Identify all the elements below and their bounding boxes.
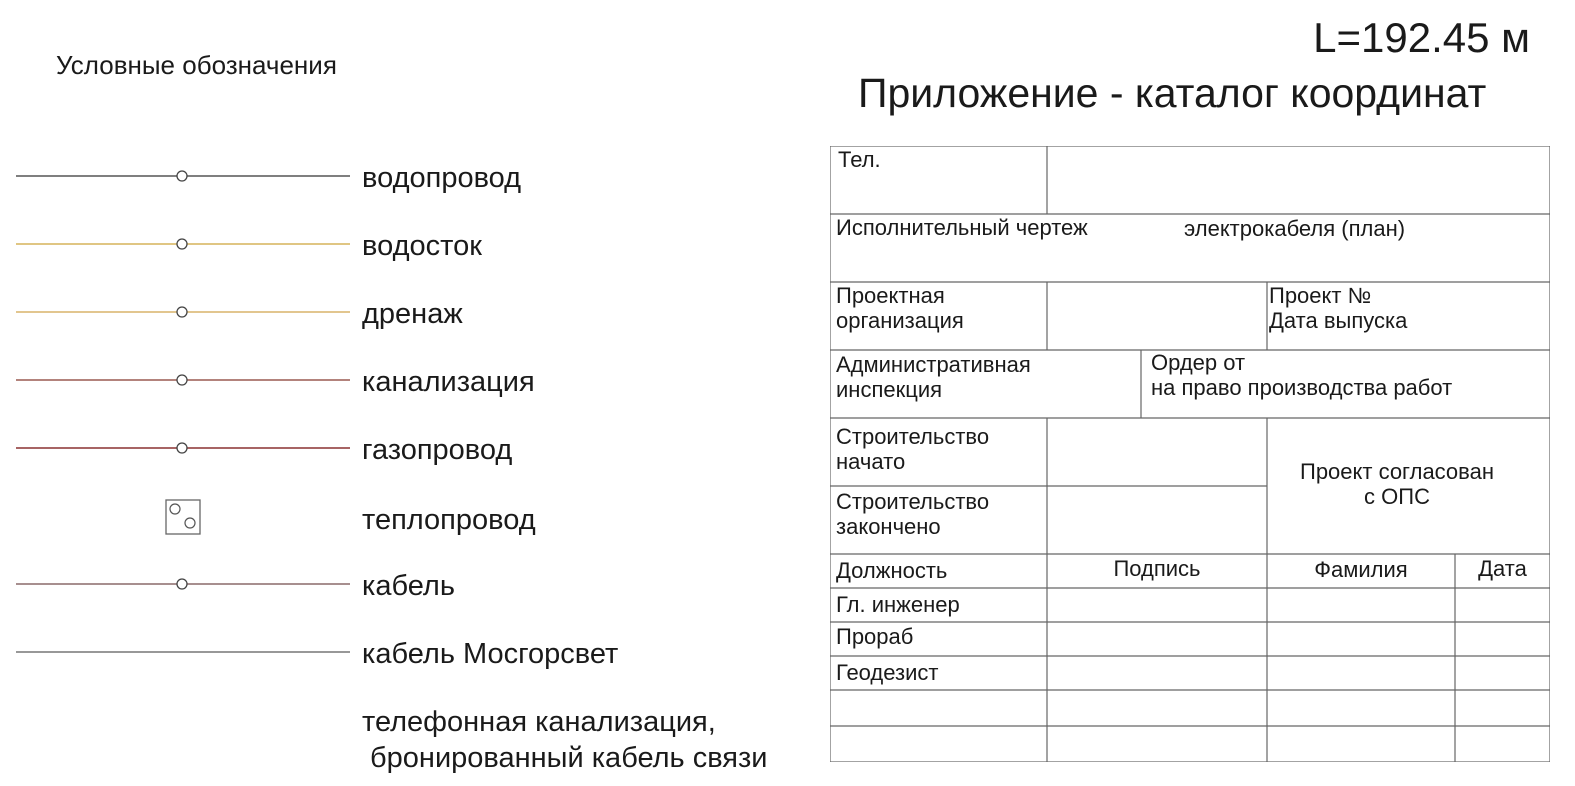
legend-symbol — [16, 238, 356, 278]
column-signature: Подпись — [1113, 556, 1201, 581]
legend-item — [0, 570, 820, 618]
legend-item — [0, 706, 820, 774]
admin-inspection-label: Административная инспекция — [836, 352, 1031, 402]
order-label: Ордер от на право производства работ — [1151, 350, 1453, 400]
legend-title: Условные обозначения — [56, 50, 337, 80]
project-number-label: Проект № Дата выпуска — [1269, 283, 1408, 333]
tel-label: Тел. — [838, 147, 881, 172]
legend-item — [0, 298, 820, 346]
drawing-label: Исполнительный чертеж — [836, 215, 1088, 240]
project-approved-label: Проект согласован с ОПС — [1300, 459, 1494, 509]
legend-symbol — [16, 306, 356, 346]
legend-item — [0, 434, 820, 482]
legend-label: водопровод — [362, 162, 522, 194]
construction-start-label: Строительство начато — [836, 424, 990, 474]
legend-symbol — [16, 374, 356, 414]
row-surveyor: Геодезист — [836, 660, 939, 685]
length-label: L=192.45 м — [1313, 14, 1530, 61]
construction-end-label: Строительство закончено — [836, 489, 990, 539]
legend-symbol — [16, 170, 356, 210]
legend-label: кабель Мосгорсвет — [362, 638, 619, 670]
column-surname: Фамилия — [1314, 557, 1408, 582]
legend-label: водосток — [362, 230, 482, 262]
row-chief-engineer: Гл. инженер — [836, 592, 960, 617]
catalog-title: Приложение - каталог координат — [858, 70, 1487, 116]
legend-symbol — [16, 442, 356, 482]
legend-item — [0, 230, 820, 278]
legend-label: дренаж — [362, 298, 463, 330]
legend-item — [0, 162, 820, 210]
title-block — [830, 146, 1550, 762]
legend-item — [0, 638, 820, 686]
legend-label: телефонная канализация, — [362, 706, 716, 738]
legend-symbol — [16, 578, 356, 618]
column-date: Дата — [1478, 556, 1527, 581]
legend-label: теплопровод — [362, 504, 536, 536]
legend-label: канализация — [362, 366, 535, 398]
legend-label-continued: бронированный кабель связи — [362, 742, 768, 774]
legend-symbol — [16, 646, 356, 686]
legend-label: кабель — [362, 570, 455, 602]
drawing-subject: электрокабеля (план) — [1184, 216, 1406, 241]
column-position: Должность — [836, 558, 948, 583]
legend-item — [0, 366, 820, 414]
legend-label: газопровод — [362, 434, 513, 466]
project-org-label: Проектная организация — [836, 283, 964, 333]
legend-symbol — [16, 512, 356, 552]
row-foreman: Прораб — [836, 624, 914, 649]
legend-symbol — [16, 714, 356, 754]
legend-item — [0, 504, 820, 552]
